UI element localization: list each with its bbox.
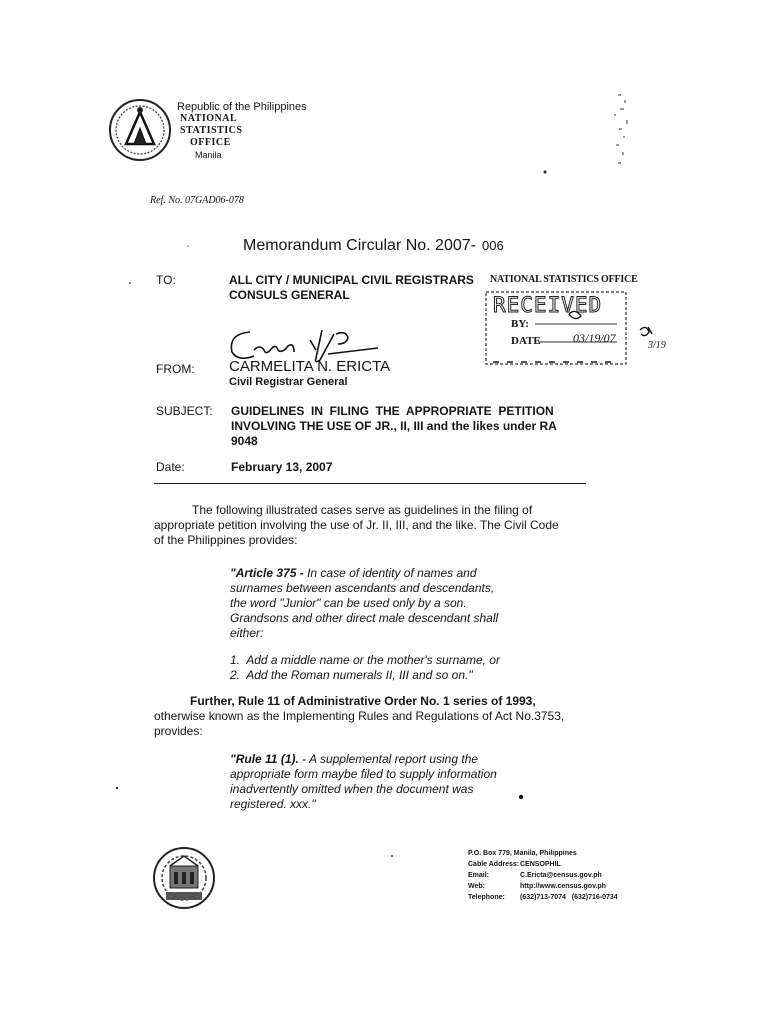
intro-paragraph — [154, 503, 586, 548]
agency-letterhead — [177, 101, 307, 161]
to-line-2: CONSULS GENERAL — [229, 288, 350, 302]
subject-line-3: 9048 — [231, 434, 258, 448]
from-label: FROM: — [156, 362, 195, 376]
letterhead-city: Manila — [195, 150, 222, 160]
rule-11-line-3: provides: — [154, 724, 203, 738]
footer-address: P.O. Box 779, Manila, Philippines — [468, 850, 577, 857]
quote2-line-4: registered. xxx." — [230, 797, 316, 811]
memo-number: 006 — [481, 238, 504, 253]
quote1-item-2: 2. Add the Roman numerals II, III and so on." — [230, 668, 473, 682]
header-divider — [154, 483, 586, 484]
reference-number: Ref. No. 07GAD06-078 — [150, 195, 244, 206]
from-block — [229, 358, 390, 389]
from-title: Civil Registrar General — [229, 376, 348, 388]
quote2-line-2: appropriate form maybe filed to supply information — [230, 767, 497, 781]
subject-label: SUBJECT: — [156, 404, 213, 418]
article-375-quote — [230, 566, 510, 683]
stamp-date-label: DATE — [511, 335, 541, 347]
letterhead-national: NATIONAL — [180, 113, 238, 124]
letterhead-office: OFFICE — [190, 137, 231, 148]
date-label: Date: — [156, 460, 185, 474]
date-value: February 13, 2007 — [231, 460, 333, 474]
to-line-1: ALL CITY / MUNICIPAL CIVIL REGISTRARS — [229, 273, 474, 287]
footer-contacts — [468, 848, 618, 903]
quote1-line-5: either: — [230, 626, 264, 640]
quote2-line-1: - A supplemental report using the — [302, 752, 479, 766]
rule-11-quote — [230, 752, 505, 812]
to-recipients — [229, 273, 474, 303]
quote1-line-1: In case of identity of names and — [307, 566, 477, 580]
quote1-line-2: surnames between ascendants and descendants, — [230, 581, 495, 595]
intro-line-3: of the Philippines provides: — [154, 533, 298, 547]
stamp-date-value: 03/19/07 — [573, 331, 616, 345]
rule-11-line-2: otherwise known as the Implementing Rules and Regulations of Act No.3753, — [154, 709, 565, 723]
to-label: TO: — [156, 273, 176, 287]
subject-line-2: INVOLVING THE USE OF JR., II, III and the likes under RA — [231, 419, 557, 433]
quote1-line-4: Grandsons and other direct male descendant shall — [230, 611, 499, 625]
memo-title-text: Memorandum Circular No. 2007- — [243, 237, 476, 254]
stamp-received-word: RECEIVED — [493, 293, 603, 317]
footer-seal-logo — [152, 842, 216, 914]
stamp-header: NATIONAL STATISTICS OFFICE — [490, 274, 638, 285]
scan-speckle — [600, 92, 640, 172]
rule-11-heading: "Rule 11 (1). — [230, 752, 299, 766]
intro-line-1: The following illustrated cases serve as guidelines in the filing of — [192, 503, 533, 517]
article-375-heading: "Article 375 - — [230, 566, 304, 580]
quote1-line-3: the word "Junior" can be used only by a son. — [230, 596, 467, 610]
footer-email: Email: C.Ericta@census.gov.ph — [468, 872, 602, 879]
rule-11-paragraph — [154, 694, 586, 739]
footer-cable: Cable Address:CENSOPHIL — [468, 861, 561, 868]
memo-title — [243, 237, 504, 255]
quote2-line-3: inadvertently omitted when the document was — [230, 782, 474, 796]
subject-line-1: GUIDELINES IN FILING THE APPROPRIATE PETITION — [231, 404, 554, 418]
letterhead-statistics: STATISTICS — [180, 125, 243, 136]
subject-text — [231, 404, 586, 449]
received-stamp — [483, 284, 629, 366]
rule-11-intro: Further, Rule 11 of Administrative Order No. 1 series of 1993, — [190, 694, 536, 708]
from-name: CARMELITA N. ERICTA — [229, 358, 391, 375]
letterhead-republic: Republic of the Philippines — [177, 101, 307, 113]
margin-note: 3/19 — [648, 340, 666, 351]
stamp-by-label: BY: — [511, 318, 529, 330]
nso-seal-logo — [108, 98, 172, 162]
quote1-item-1: 1. Add a middle name or the mother's surname, or — [230, 653, 500, 667]
footer-web: Web: http://www.census.gov.ph — [468, 883, 606, 890]
intro-line-2: appropriate petition involving the use of Jr. II, III, and the like. The Civil Code — [154, 518, 559, 532]
footer-telephone: Telephone: (632)713-7074 (632)716-0734 — [468, 894, 618, 901]
